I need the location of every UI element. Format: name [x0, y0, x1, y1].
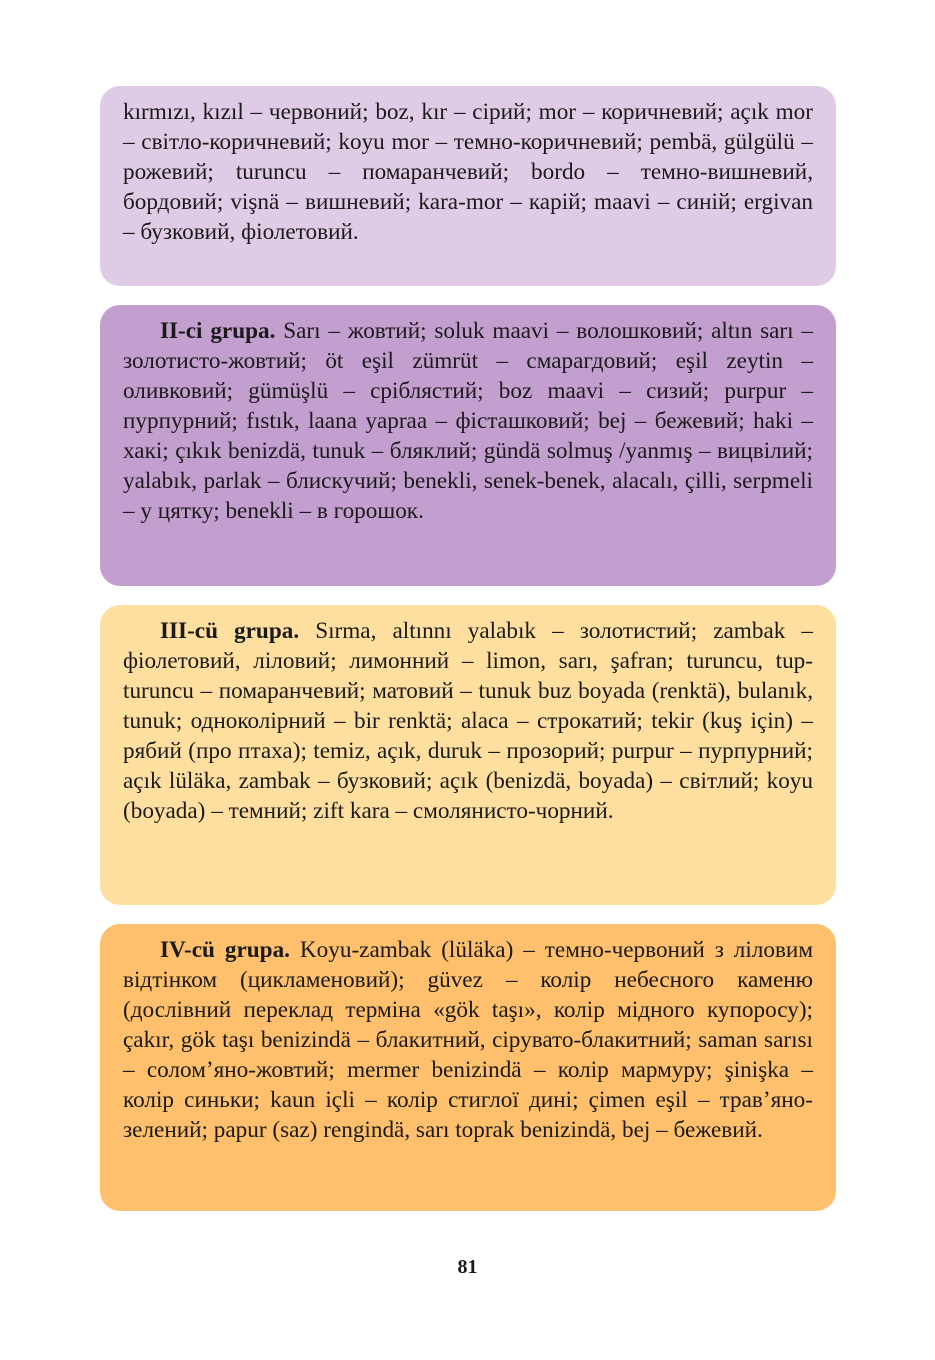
block-text [123, 316, 813, 526]
block-text [123, 616, 813, 826]
block-text [123, 935, 813, 1145]
color-group-block-3 [100, 605, 836, 905]
block-body: kırmızı, kızıl – червоний; boz, kır – сірий; mor – коричневий; açık mor – світло-коричневий; koyu mor – темно-коричневий; pembä, gülgülü – рожевий; turuncu – помаранчевий; bordo – темно-вишневий, бордовий; vişnä – вишневий; kara-mor – карій; maavi – синій; ergivan – бузковий, фіолетовий. [123, 99, 813, 245]
block-body: Koyu-zambak (lüläka) – темно-червоний з ліловим відтінком (цикламеновий); güvez – колір небесного каменю (дослівний переклад терміна «gök taşı», колір мідного купоросу); çakır, gök taşı benizindä – блакитний, сірувато-блакитний; saman sarısı – солом’яно-жовтий; mermer benizindä – колір мармуру; şinişka – колір синьки; kaun içli – колір стиглої дині; çimen eşil – трав’яно-зелений; papur (saz) rengindä, sarı toprak benizindä, bej – бежевий. [123, 937, 814, 1143]
color-group-block-2 [100, 305, 836, 586]
group-heading: III-cü grupa. [160, 618, 300, 644]
block-body: Sırma, altınnı yalabık – золотистий; zambak – фіолетовий, ліловий; лимонний – limon, sarı, şafran; turuncu, tup-turuncu – помаранчевий; матовий – tunuk buz boyada (renktä), bulanık, tunuk; одноколірний – bir renktä; alaca – строкатий; tekir (kuş için) – рябий (про птаха); temiz, açık, duruk – прозорий; purpur – пурпурний; açık lüläka, zambak – бузковий; açık (benizdä, boyada) – світлий; koyu (boyada) – темний; zift kara – смолянисто-чорний. [123, 618, 813, 824]
color-group-block-1 [100, 86, 836, 286]
color-group-block-4 [100, 924, 836, 1211]
page-number: 81 [457, 1256, 478, 1278]
group-heading: II-ci grupa. [160, 318, 276, 344]
group-heading: IV-cü grupa. [160, 937, 290, 963]
block-body: Sarı – жовтий; soluk maavi – волошковий; altın sarı – золотисто-жовтий; öt eşil zümrüt – смарагдовий; eşil zeytin – оливковий; gümüşlü – сріблястий; boz maavi – сизий; purpur – пурпурний; fıstık, laana yapraa – фісташковий; bej – бежевий; haki – хакі; çıkık benizdä, tunuk – бляклий; gündä solmuş /yanmış – вицвілий; yalabık, parlak – блискучий; benekli, senek-benek, alacalı, çilli, serpmeli – у цятку; benekli – в горошок. [123, 318, 814, 524]
block-text [123, 97, 813, 247]
